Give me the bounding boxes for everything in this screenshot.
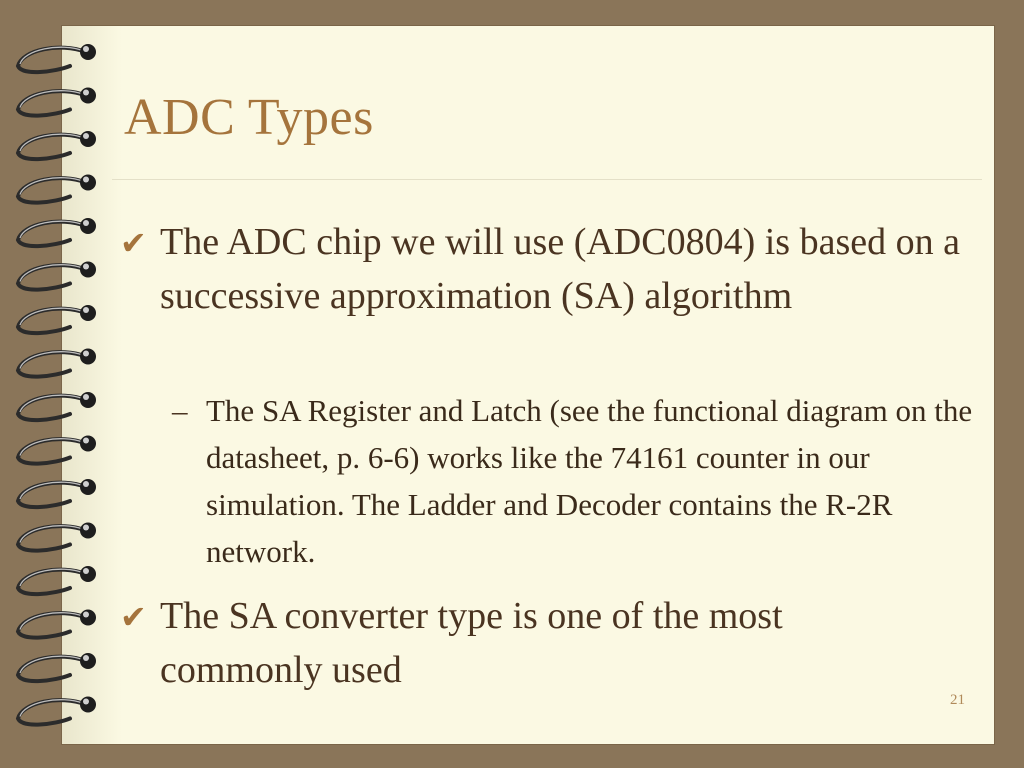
binding-ring xyxy=(18,436,96,464)
bullet-1-text: The ADC chip we will use (ADC0804) is based on a successive approximation (SA) algorithm xyxy=(160,221,960,317)
binding-ring xyxy=(18,697,96,725)
binding-ring xyxy=(18,349,96,377)
binding-ring xyxy=(18,44,96,72)
sub-bullet-1 xyxy=(172,387,976,575)
checkmark-icon: ✔ xyxy=(120,225,147,261)
sub-bullet-1-text: The SA Register and Latch (see the functional diagram on the datasheet, p. 6-6) works like the 74161 counter in our simulation. The Ladder and Decoder contains the R-2R network. xyxy=(206,393,973,569)
binding-ring xyxy=(18,610,96,638)
bullet-1 xyxy=(120,215,960,323)
dash-marker: – xyxy=(172,393,188,428)
binding-ring xyxy=(18,262,96,290)
spiral-binding xyxy=(0,0,110,768)
binding-ring xyxy=(18,392,96,420)
binding-ring xyxy=(18,175,96,203)
checkmark-icon: ✔ xyxy=(120,599,147,635)
title-divider xyxy=(112,179,982,180)
binding-ring xyxy=(18,131,96,159)
binding-ring xyxy=(18,479,96,507)
binding-ring xyxy=(18,653,96,681)
slide-title: ADC Types xyxy=(124,89,374,146)
binding-ring xyxy=(18,566,96,594)
binding-ring xyxy=(18,218,96,246)
binding-ring xyxy=(18,523,96,551)
binding-ring xyxy=(18,88,96,116)
binding-ring xyxy=(18,305,96,333)
bullet-2-text: The SA converter type is one of the most commonly used xyxy=(160,595,783,691)
bullet-2 xyxy=(120,589,950,697)
slide-number: 21 xyxy=(950,692,965,708)
